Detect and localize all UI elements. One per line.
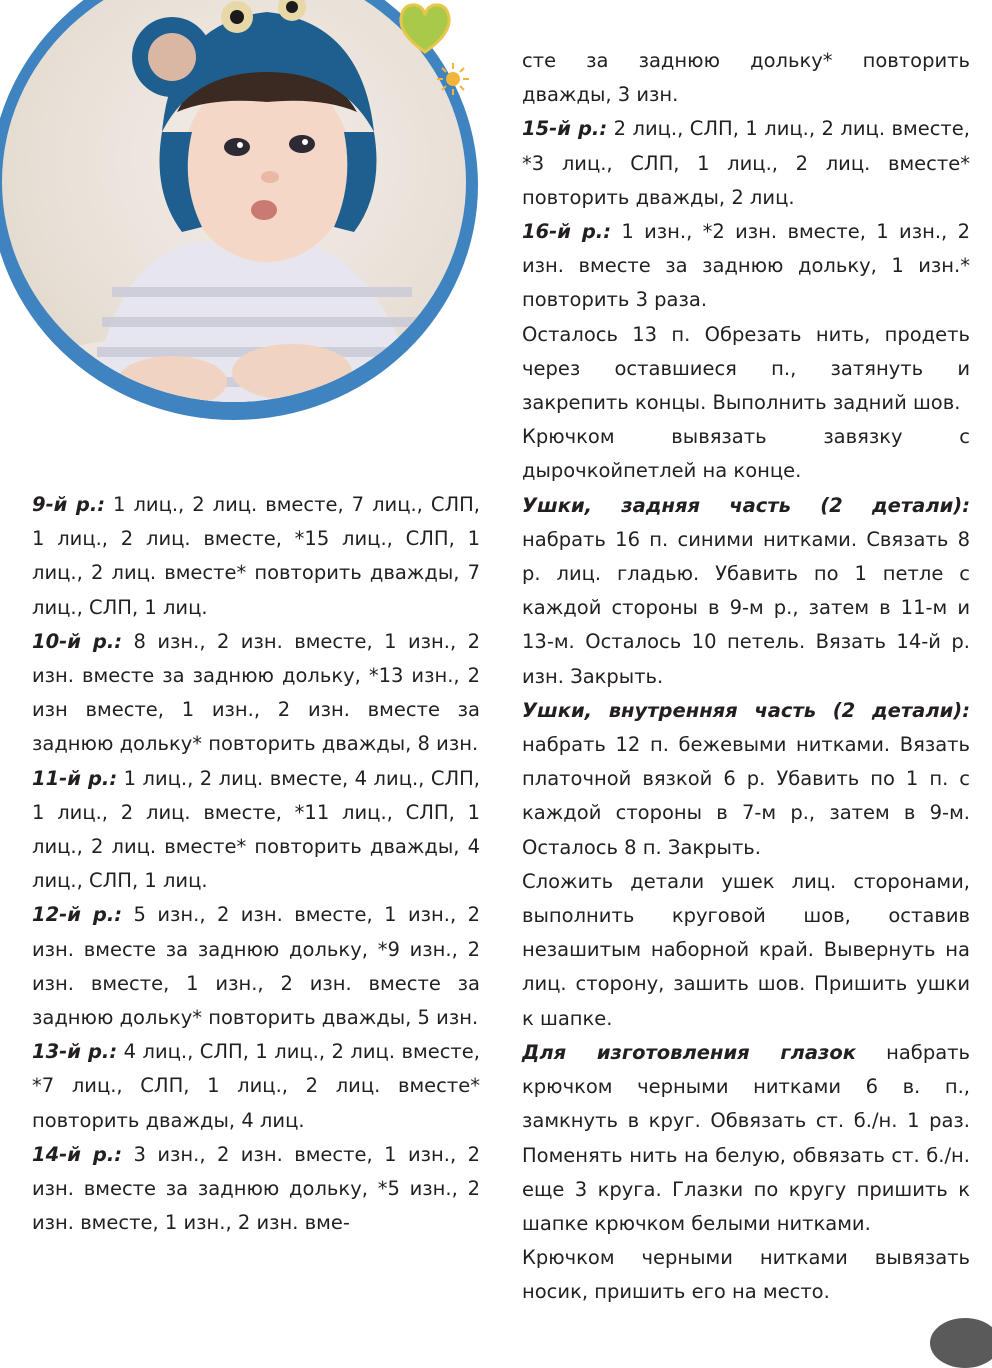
- instruction-text: 4 лиц., СЛП, 1 лиц., 2 лиц. вместе, *7 лиц., СЛП, 1 лиц., 2 лиц. вместе* повторить дважды, 4 лиц.: [32, 1040, 480, 1132]
- nose-paragraph: [522, 1241, 970, 1309]
- section-label: Ушки, внутренняя часть (2 детали):: [522, 698, 970, 722]
- instruction-text: 2 лиц., СЛП, 1 лиц., 2 лиц. вместе, *3 лиц., СЛП, 1 лиц., 2 лиц. вместе* повторить дважды, 2 лиц.: [522, 117, 970, 209]
- tie-paragraph: [522, 420, 970, 488]
- row-label: 14-й р.:: [32, 1142, 123, 1166]
- ears-inner-instruction: [522, 694, 970, 865]
- instruction-text: 5 изн., 2 изн. вместе, 1 изн., 2 изн. вместе за заднюю дольку, *9 изн., 2 изн. вместе, 1 изн., 2 изн. вместе за заднюю дольку* повторить дважды, 5 изн.: [32, 903, 480, 1030]
- section-label: Ушки, задняя часть (2 детали):: [522, 493, 970, 517]
- row-16-instruction: [522, 215, 970, 318]
- row-label: 11-й р.:: [32, 766, 118, 790]
- row-9-instruction: [32, 488, 480, 625]
- instruction-text: сте за заднюю дольку* повторить дважды, 3 изн.: [522, 49, 970, 107]
- row-label: 12-й р.:: [32, 903, 123, 927]
- row-15-instruction: [522, 112, 970, 215]
- finishing-paragraph: [522, 318, 970, 421]
- instruction-text: 8 изн., 2 изн. вместе, 1 изн., 2 изн. вместе за заднюю дольку, *13 изн., 2 изн вместе, 1 изн., 2 изн. вместе за заднюю дольку* повторить дважды, 8 изн.: [32, 629, 480, 756]
- ears-assembly-paragraph: [522, 865, 970, 1036]
- section-label: Для изготовления глазок: [522, 1040, 856, 1064]
- ears-back-instruction: [522, 489, 970, 694]
- page-corner-decoration: [930, 1318, 992, 1368]
- eyes-instruction: [522, 1036, 970, 1241]
- right-column: [522, 44, 970, 1310]
- row-14-continuation: [522, 44, 970, 112]
- instruction-text: Сложить детали ушек лиц. сторонами, выполнить круговой шов, оставив незашитым наборной край. Вывернуть на лиц. сторону, зашить шов. Пришить ушки к шапке.: [522, 869, 970, 1030]
- instruction-text: набрать 16 п. синими нитками. Связать 8 р. лиц. гладью. Убавить по 1 петле с каждой стороны в 9-м р., затем в 11-м и 13-м. Осталось 10 петель. Вязать 14-й р. изн. Закрыть.: [522, 527, 970, 688]
- instruction-text: 3 изн., 2 изн. вместе, 1 изн., 2 изн. вместе за заднюю дольку, *5 изн., 2 изн. вместе, 1 изн., 2 изн. вме-: [32, 1142, 480, 1235]
- instruction-text: Крючком черными нитками вывязать носик, пришить его на место.: [522, 1246, 970, 1304]
- sun-icon: [436, 62, 470, 96]
- row-label: 9-й р.:: [32, 493, 106, 516]
- row-12-instruction: [32, 898, 480, 1035]
- photo: [0, 0, 500, 430]
- instruction-text: Осталось 13 п. Обрезать нить, продеть через оставшиеся п., затянуть и закрепить концы. Выполнить задний шов.: [522, 322, 970, 415]
- row-14-instruction: [32, 1138, 480, 1241]
- row-label: 15-й р.:: [522, 117, 608, 141]
- left-column: [32, 488, 480, 1240]
- instruction-text: 1 лиц., 2 лиц. вместе, 4 лиц., СЛП, 1 лиц., 2 лиц. вместе, *11 лиц., СЛП, 1 лиц., 2 лиц. вместе* повторить дважды, 4 лиц., СЛП, 1 лиц.: [32, 766, 480, 893]
- row-label: 13-й р.:: [32, 1040, 118, 1064]
- row-label: 16-й р.:: [522, 220, 611, 244]
- instruction-text: 1 изн., *2 изн. вместе, 1 изн., 2 изн. вместе за заднюю дольку, 1 изн.* повторить 3 раза.: [522, 220, 970, 312]
- row-13-instruction: [32, 1035, 480, 1138]
- instruction-text: набрать 12 п. бежевыми нитками. Вязать платочной вязкой 6 р. Убавить по 1 п. с каждой стороны в 7-м р., затем в 9-м. Осталось 8 п. Закрыть.: [522, 733, 970, 859]
- row-10-instruction: [32, 625, 480, 762]
- instruction-text: набрать крючком черными нитками 6 в. п., замкнуть в круг. Обвязать ст. б./н. 1 раз. Поменять нить на белую, обвязать ст. б./н. еще 3 круга. Глазки по кругу пришить к шапке крючком белыми нитками.: [522, 1040, 970, 1235]
- instruction-text: Крючком вывязать завязку с дырочкойпетлей на конце.: [522, 425, 970, 483]
- heart-icon: [395, 0, 455, 58]
- row-label: 10-й р.:: [32, 629, 123, 653]
- instruction-text: 1 лиц., 2 лиц. вместе, 7 лиц., СЛП, 1 лиц., 2 лиц. вместе, *15 лиц., СЛП, 1 лиц., 2 лиц. вместе* повторить дважды, 7 лиц., СЛП, 1 лиц.: [32, 493, 481, 619]
- row-11-instruction: [32, 762, 480, 899]
